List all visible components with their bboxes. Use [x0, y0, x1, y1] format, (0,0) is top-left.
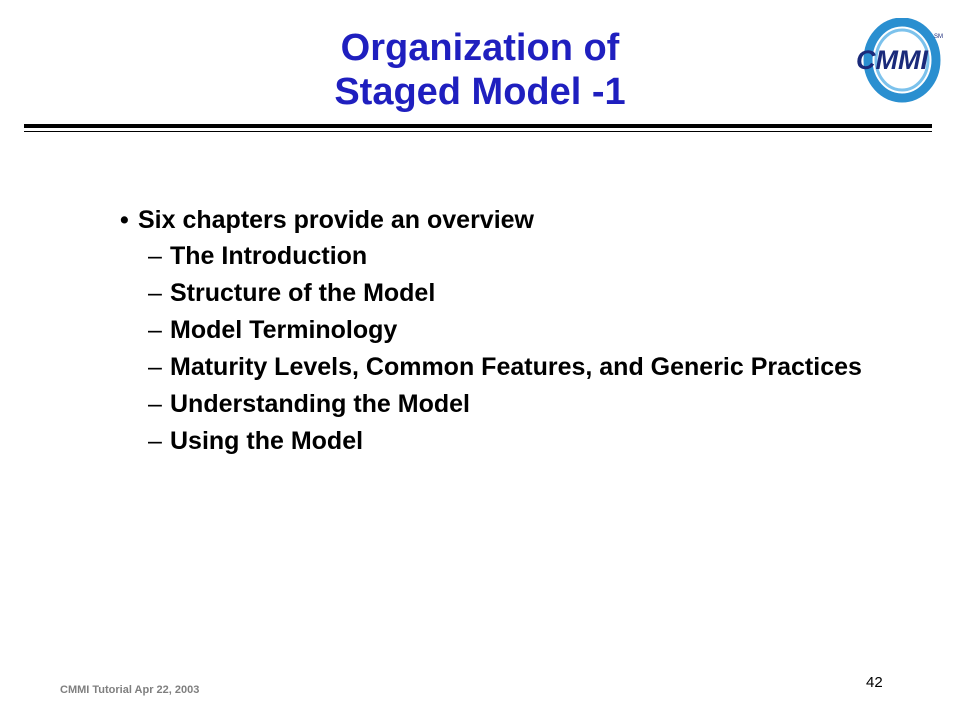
title-line-2: Staged Model -1 [334, 71, 626, 113]
cmmi-logo [842, 18, 946, 104]
subitem-text: Model Terminology [170, 316, 398, 344]
subitem-introduction [120, 241, 920, 272]
logo-text: CMMI [856, 45, 928, 75]
title-divider-thin [24, 131, 932, 132]
dash-marker: – [148, 353, 162, 381]
subitem-text: The Introduction [170, 242, 368, 270]
dash-marker: – [148, 427, 162, 455]
slide-body [120, 206, 920, 457]
dash-marker: – [148, 316, 162, 344]
subitem-terminology [120, 315, 920, 346]
subitem-text: Maturity Levels, Common Features, and Generic Practices [170, 353, 862, 381]
bullet-marker: • [120, 206, 129, 234]
subitem-maturity-levels [120, 352, 920, 383]
title-line-1: Organization of [340, 27, 620, 69]
subitem-text: Using the Model [170, 427, 364, 455]
page-number: 42 [866, 674, 883, 691]
bullet-text: Six chapters provide an overview [138, 206, 534, 234]
subitem-understanding [120, 389, 920, 420]
logo-trademark: SM [934, 34, 943, 40]
footer-text: CMMI Tutorial Apr 22, 2003 [60, 684, 200, 696]
title-divider-thick [24, 124, 932, 128]
subitem-structure [120, 278, 920, 309]
dash-marker: – [148, 390, 162, 418]
slide-title [240, 26, 720, 114]
bullet-item [120, 206, 920, 235]
subitem-using [120, 426, 920, 457]
subitem-text: Understanding the Model [170, 390, 470, 418]
dash-marker: – [148, 279, 162, 307]
subitem-text: Structure of the Model [170, 279, 436, 307]
dash-marker: – [148, 242, 162, 270]
